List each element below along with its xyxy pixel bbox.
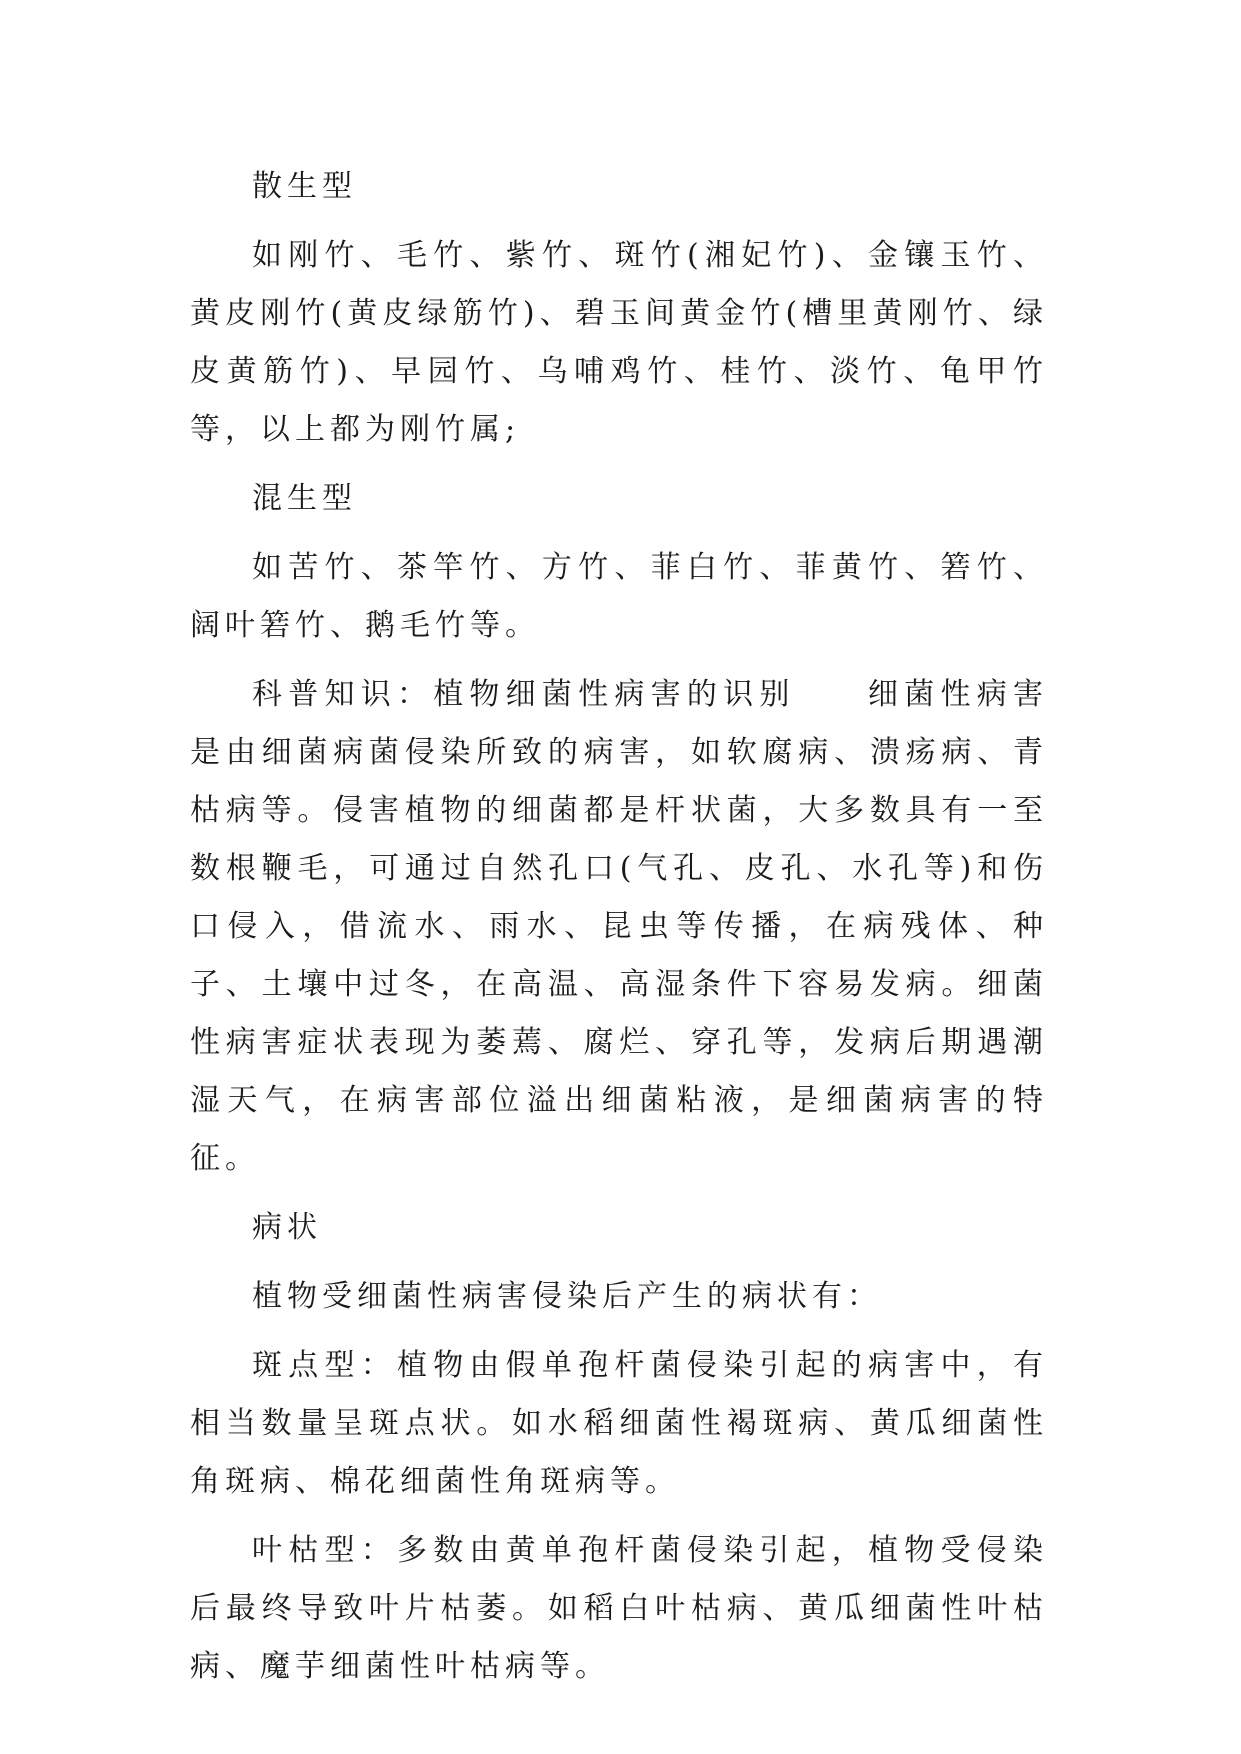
paragraph-mixed-examples: 如苦竹、茶竿竹、方竹、菲白竹、菲黄竹、箬竹、阔叶箬竹、鹅毛竹等。 <box>190 550 1048 643</box>
paragraph-bacterial-disease-intro: 科普知识：植物细菌性病害的识别 细菌性病害是由细菌病菌侵染所致的病害，如软腐病、溃疡病、青枯病等。侵害植物的细菌都是杆状菌，大多数具有一至数根鞭毛，可通过自然孔口(气孔、皮孔、水孔等)和伤口侵入，借流水、雨水、昆虫等传播，在病残体、种子、土壤中过冬，在高温、高湿条件下容易发病。细菌性病害症状表现为萎蔫、腐烂、穿孔等，发病后期遇潮湿天气，在病害部位溢出细菌粘液，是细菌病害的特征。 <box>190 677 1048 1176</box>
heading-mixed-type: 混生型 <box>252 481 357 516</box>
document-body <box>190 158 1048 1707</box>
paragraph-scattered-examples: 如刚竹、毛竹、紫竹、斑竹(湘妃竹)、金镶玉竹、黄皮刚竹(黄皮绿筋竹)、碧玉间黄金竹(槽里黄刚竹、绿皮黄筋竹)、早园竹、乌哺鸡竹、桂竹、淡竹、龟甲竹等，以上都为刚竹属; <box>190 238 1048 447</box>
paragraph-symptoms-intro: 植物受细菌性病害侵染后产生的病状有： <box>252 1279 882 1314</box>
heading-scattered-type: 散生型 <box>252 169 357 204</box>
heading-symptoms: 病状 <box>252 1210 322 1245</box>
paragraph-leaf-blight-type: 叶枯型：多数由黄单孢杆菌侵染引起，植物受侵染后最终导致叶片枯萎。如稻白叶枯病、黄瓜细菌性叶枯病、魔芋细菌性叶枯病等。 <box>190 1533 1048 1684</box>
paragraph-spot-type: 斑点型：植物由假单孢杆菌侵染引起的病害中，有相当数量呈斑点状。如水稻细菌性褐斑病、黄瓜细菌性角斑病、棉花细菌性角斑病等。 <box>190 1348 1048 1499</box>
